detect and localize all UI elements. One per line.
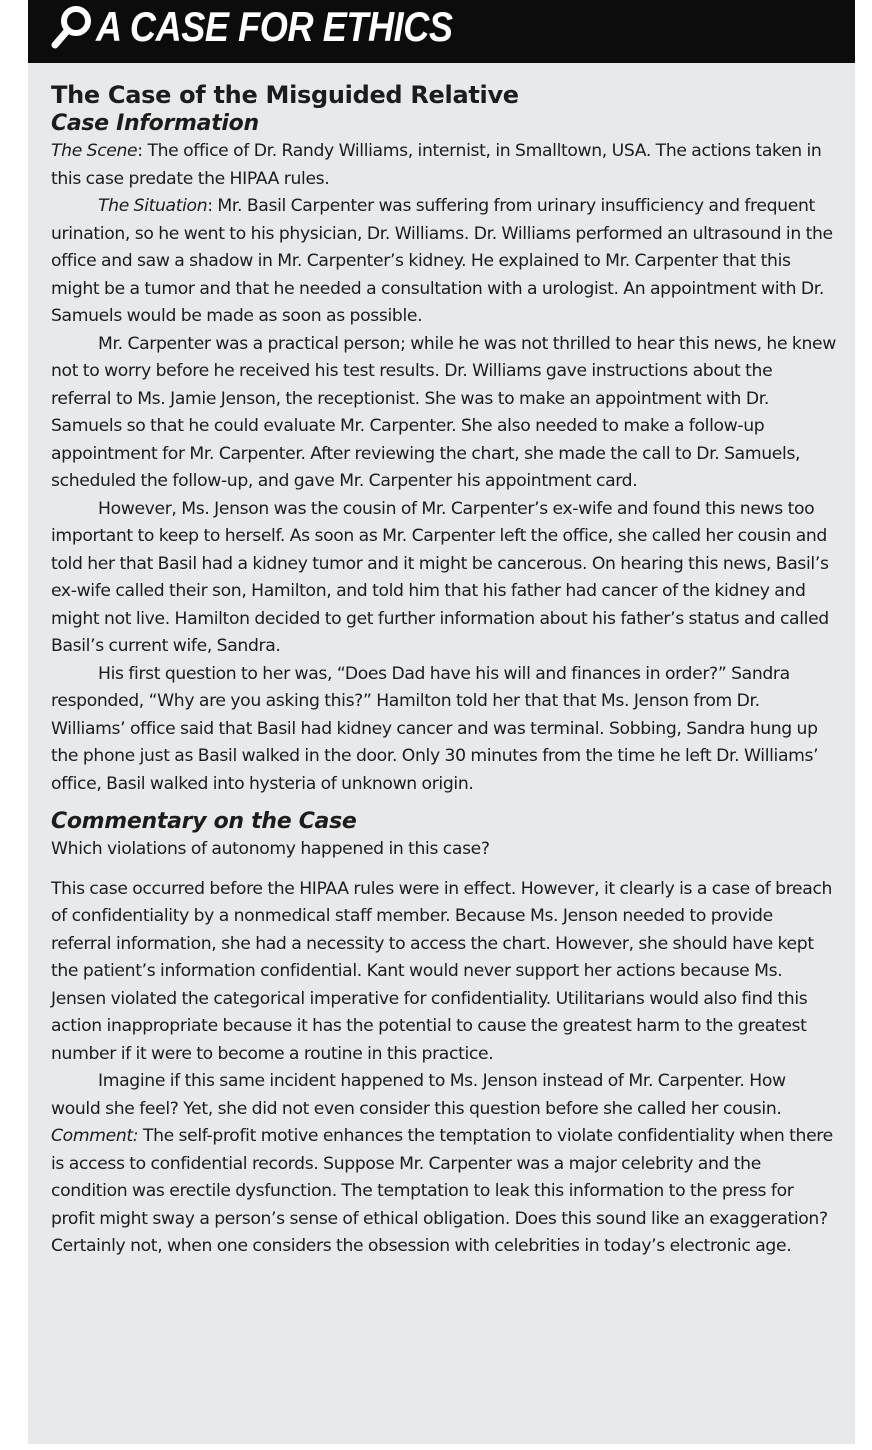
scene-paragraph — [51, 138, 836, 193]
case-information-heading: Case Information — [51, 111, 259, 136]
commentary-heading: Commentary on the Case — [51, 809, 357, 834]
commentary-question: Which violations of autonomy happened in this case? — [51, 839, 490, 859]
banner — [28, 0, 855, 63]
scene-text: : The office of Dr. Randy Williams, internist, in Smalltown, USA. The actions taken in this case predate the HIPAA rules. — [51, 141, 822, 189]
case-title: The Case of the Misguided Relative — [51, 81, 519, 109]
comment-label: Comment: — [51, 1126, 139, 1146]
situation-label: The Situation — [98, 196, 208, 216]
question-spacer — [51, 864, 836, 876]
commentary-paragraph-2-start: Imagine if this same incident happened to Ms. Jenson instead of Mr. Carpenter. How would she feel? Yet, she did not even consider this question before she called her cousin. — [51, 1071, 786, 1119]
section-spacer — [51, 798, 836, 808]
situation-text: : Mr. Basil Carpenter was suffering from urinary insufficiency and frequent urination, so he went to his physician, Dr. Williams. Dr. Williams performed an ultrasound in the office and saw a shadow in Mr. Carpenter’s kidney. He explained to Mr. Carpenter that this might be a tumor and that he needed a consultation with a urologist. An appointment with Dr. Samuels would be made as soon as possible. — [51, 196, 833, 326]
case-sidebar-box — [28, 0, 855, 1444]
banner-title: A CASE FOR ETHICS — [96, 3, 453, 50]
situation-paragraph — [51, 193, 836, 331]
commentary-paragraph-2 — [51, 1068, 836, 1261]
article-body — [51, 80, 836, 1261]
scene-label: The Scene — [51, 141, 138, 161]
case-paragraph-3: Mr. Carpenter was a practical person; while he was not thrilled to hear this news, he knew not to worry before he received his test results. Dr. Williams gave instructions about the referral to Ms. Jamie Jenson, the receptionist. She was to make an appointment with Dr. Samuels so that he could evaluate Mr. Carpenter. She also needed to make a follow-up appointment for Mr. Carpenter. After reviewing the chart, she made the call to Dr. Samuels, scheduled the follow-up, and gave Mr. Carpenter his appointment card. — [51, 333, 836, 491]
commentary-paragraph-2-end: The self-profit motive enhances the temptation to violate confidentiality when there is access to confidential records. Suppose Mr. Carpenter was a major celebrity and the condition was erectile dysfunction. The temptation to leak this information to the press for profit might sway a person’s sense of ethical obligation. Does this sound like an exaggeration? Certainly not, when one considers the obsession with celebrities in today’s electronic age. — [51, 1126, 833, 1256]
case-paragraph-4: However, Ms. Jenson was the cousin of Mr. Carpenter’s ex-wife and found this news too important to keep to herself. As soon as Mr. Carpenter left the office, she called her cousin and told her that Basil had a kidney tumor and it might be cancerous. On hearing this news, Basil’s ex-wife called their son, Hamilton, and told him that his father had cancer of the kidney and might not live. Hamilton decided to get further information about his father’s status and called Basil’s current wife, Sandra. — [51, 498, 829, 656]
magnifier-icon — [50, 4, 94, 50]
commentary-paragraph-1: This case occurred before the HIPAA rules were in effect. However, it clearly is a case of breach of confidentiality by a nonmedical staff member. Because Ms. Jenson needed to provide referral information, she had a necessity to access the chart. However, she should have kept the patient’s information confidential. Kant would never support her actions because Ms. Jensen violated the categorical imperative for confidentiality. Utilitarians would also find this action inappropriate because it has the potential to cause the greatest harm to the greatest number if it were to become a routine in this practice. — [51, 878, 833, 1064]
case-paragraph-5: His first question to her was, “Does Dad have his will and finances in order?” Sandra responded, “Why are you asking this?” Hamilton told her that that Ms. Jenson from Dr. Williams’ office said that Basil had kidney cancer and was terminal. Sobbing, Sandra hung up the phone just as Basil walked in the door. Only 30 minutes from the time he left Dr. Williams’ office, Basil walked into hysteria of unknown origin. — [51, 663, 819, 794]
